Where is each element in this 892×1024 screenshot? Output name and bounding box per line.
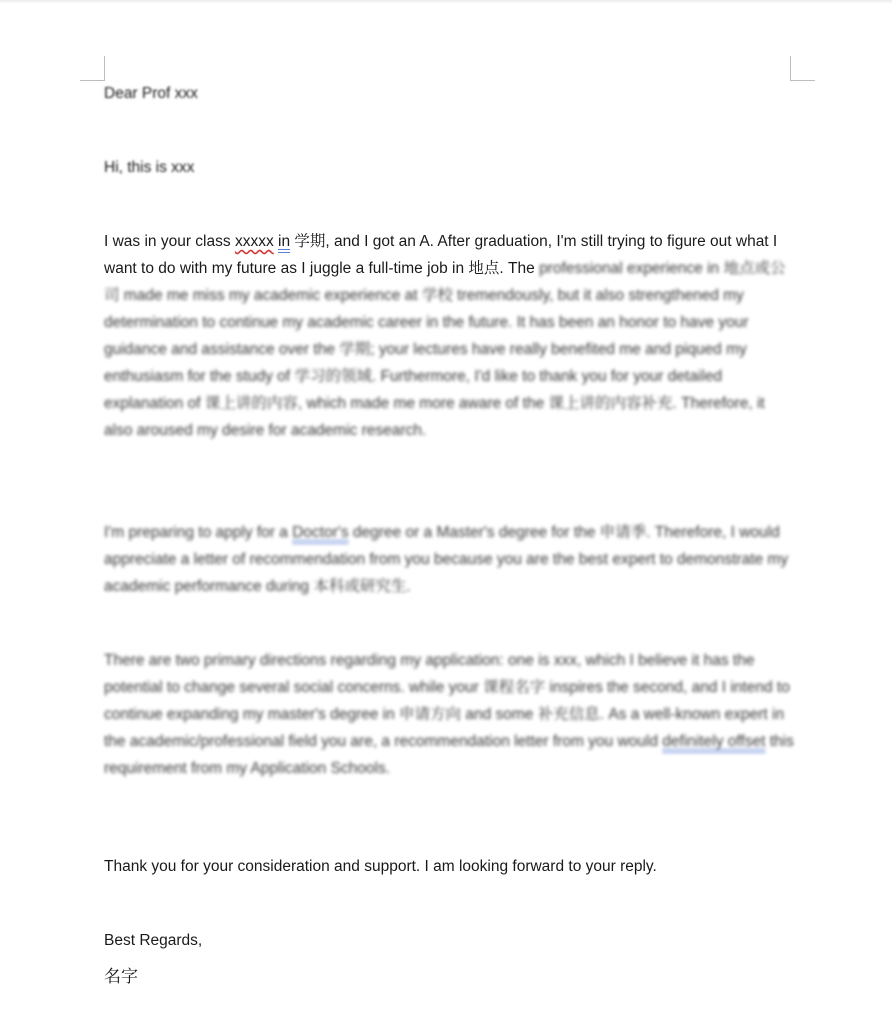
window-top-edge xyxy=(0,0,892,4)
thanks-line: Thank you for your consideration and support. I am looking forward to your reply. xyxy=(104,858,657,875)
intro-text-clear: 学期, and I got an A. After graduation, I'm still trying to figure out what I want to do with my future as I juggle a full-time job in 地点. The xyxy=(104,233,778,277)
intro-text-start: I was in your class xyxy=(104,233,235,250)
signature-name: 名字 xyxy=(104,967,138,986)
directions-text-start: There are two primary directions regarding my application: one is xxx, which I believe it has the potential to change several social concerns. while your 课程名字 inspires the second, and I intend to continue expanding my master's degree in 申请方向 and some 补充信息. As a well-known expert in the academic/professional field you are, a recommendation letter from you would xyxy=(104,652,790,750)
paragraph-intro xyxy=(104,228,794,444)
grammar-flag-offset[interactable]: definitely offset xyxy=(662,733,766,750)
application-text-end: degree or a Master's degree for the 申请季. Therefore, I would appreciate a letter of recommendation from you because you are the best expert to demonstrate my academic performance during 本科或研究生. xyxy=(104,524,789,595)
greeting-line: Hi, this is xxx xyxy=(104,159,195,176)
closing-line: Best Regards, xyxy=(104,932,203,949)
salutation-line: Dear Prof xxx xyxy=(104,85,198,102)
margin-mark-top-left xyxy=(80,56,105,81)
intro-text-blurred: professional experience in 地点或公司 made me miss my academic experience at 学校 tremendously, but it also strengthened my determination to continue my academic career in the future. It has been an honor to have your guidance and assistance over the 学期; your lectures have really benefited me and piqued my enthusiasm for the study of 学习的领域. Furthermore, I'd like to thank you for your detailed explanation of 课上讲的内容, which made me more aware of the 课上讲的内容补充. Therefore, it also aroused my desire for academic research. xyxy=(104,260,786,439)
margin-mark-top-right xyxy=(790,56,815,81)
paragraph-application xyxy=(104,519,794,600)
paragraph-directions xyxy=(104,647,794,782)
grammar-flag-in[interactable]: in xyxy=(278,233,291,250)
grammar-flag-doctors[interactable]: Doctor's xyxy=(292,524,349,541)
directions-text-end: this requirement from my Application Schools. xyxy=(104,733,794,777)
spelling-flag[interactable]: xxxxx xyxy=(234,233,274,250)
application-text-start: I'm preparing to apply for a xyxy=(104,524,293,541)
